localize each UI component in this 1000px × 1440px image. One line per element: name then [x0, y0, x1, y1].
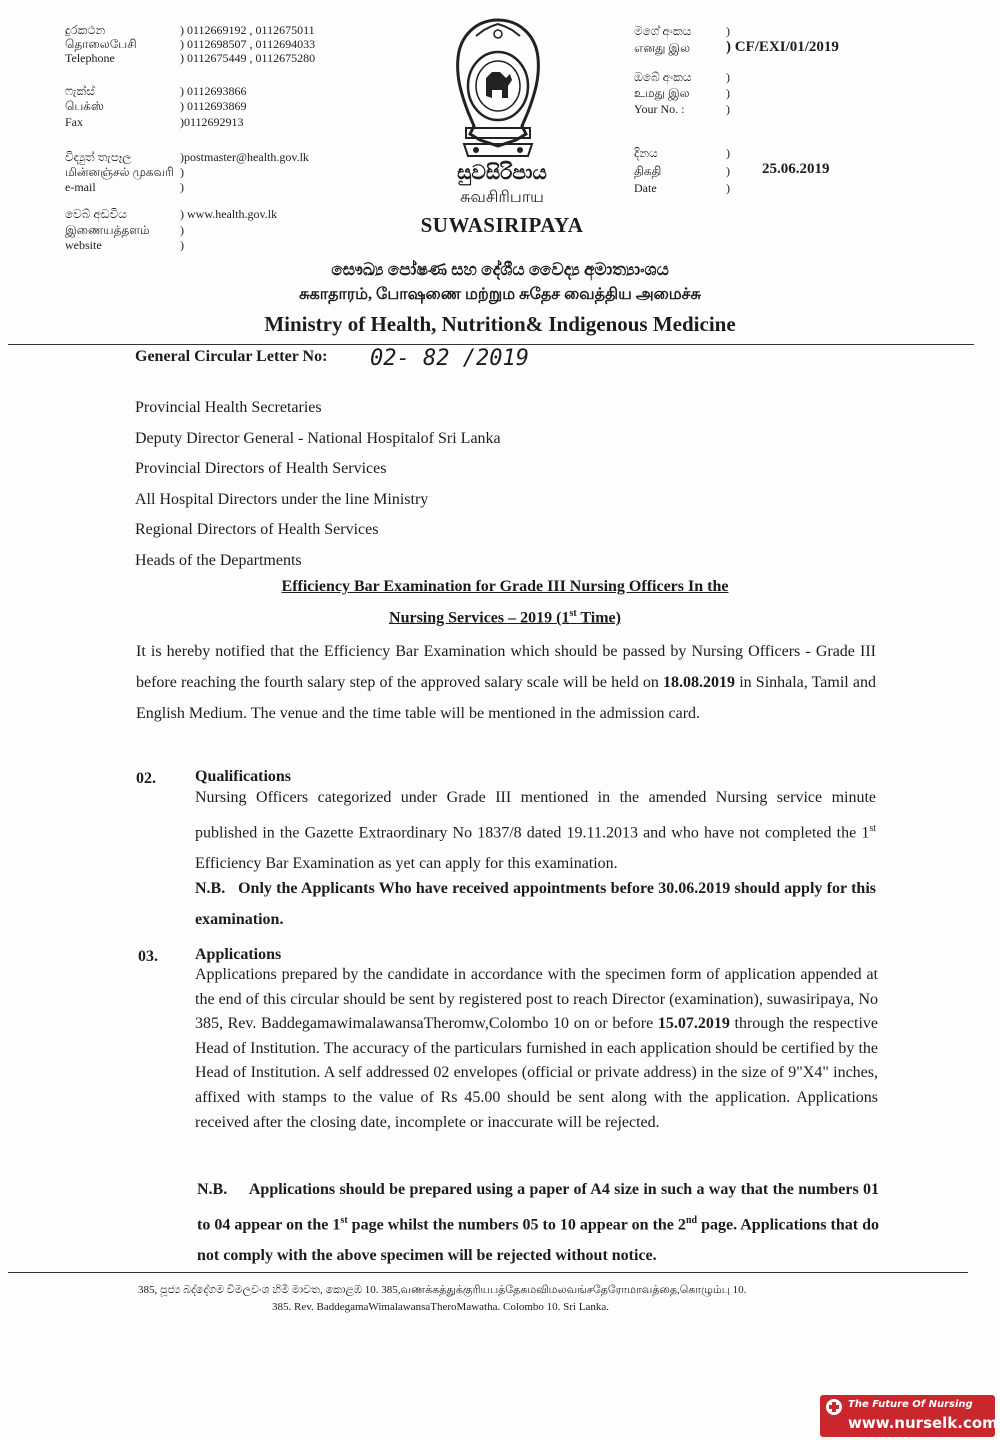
contact-value: ) 0112693866: [180, 84, 247, 98]
contact-label: மின்னஞ்சல் முகவரி: [65, 165, 174, 179]
date-label: Date: [634, 181, 657, 195]
superscript: st: [869, 823, 876, 834]
nb-label: N.B.: [195, 880, 226, 897]
deadline-date: 15.07.2019: [657, 1015, 730, 1033]
your-no-label: ඔබේ අංකය: [634, 70, 692, 84]
section-03-text: through the respective Head of Institution. The accuracy of the particulars furnished in each application should be certified by the Head of Institution. A self addressed 02 envelopes (official or private address) in the size of 9"X4" inches, affixed with stamps to the value of Rs 45.00 should be sent along with the application. Applications received after the closing date, incomplete or inaccurate will be rejected.: [195, 1015, 879, 1131]
contact-label: website: [65, 238, 102, 252]
contact-label: දුරකථන: [65, 23, 106, 37]
footer-address-local: 385, පූජ්‍ය බද්දේගම විමලවංශ හිමි මාවත, කොළඹ 10. 385,வணக்கத்துக்குரியபத்தேகமவிமலவங்சதேரோமாவத்தை,கொழும்பு 10.: [138, 1284, 747, 1296]
subject-superscript: st: [569, 608, 577, 619]
footer-divider: [8, 1272, 968, 1273]
section-02-number: 02.: [136, 770, 156, 787]
contact-value: ): [180, 180, 184, 194]
section-03-heading: Applications: [195, 946, 282, 963]
contact-label: Telephone: [65, 51, 115, 65]
contact-label: ෆැක්ස්: [65, 84, 95, 98]
contact-value: )0112692913: [180, 115, 244, 129]
superscript: nd: [685, 1215, 698, 1226]
watermark-badge: [820, 1395, 998, 1437]
subject-line-1: Efficiency Bar Examination for Grade III Nursing Officers In the: [281, 578, 729, 595]
bracket: ): [726, 146, 730, 160]
intro-text: It is hereby notified that the Efficiency Bar Examination which should be passed by Nursing Officers - Grade III before reaching the fourth salary step of the approved salary scale will be held on: [136, 643, 876, 691]
recipient-item: Provincial Health Secretaries: [135, 399, 322, 416]
contact-value: ): [180, 238, 184, 252]
section-03-number: 03.: [138, 948, 158, 965]
section-03-note: [197, 1174, 879, 1271]
section-02-text: Efficiency Bar Examination as yet can apply for this examination.: [195, 855, 618, 873]
nb-text: page. Applications that do not comply with the above specimen will be rejected without notice.: [197, 1216, 879, 1265]
intro-paragraph: [136, 636, 876, 729]
circular-number: 02- 82 /2019: [370, 346, 529, 371]
contact-label: இணையத்தளம்: [65, 223, 150, 237]
seal-sinhala-name: සුවසිරිපාය: [457, 162, 547, 184]
contact-value: ): [180, 165, 184, 179]
intro-text: in Sinhala, Tamil and English Medium. The venue and the time table will be mentioned in the admission card.: [136, 674, 876, 722]
bracket: ): [726, 164, 730, 178]
seal-english-name: SUWASIRIPAYA: [420, 213, 584, 237]
watermark-url: www.nurselk.com: [848, 1414, 998, 1432]
section-03-text: Applications prepared by the candidate in accordance with the specimen form of application appended at the end of this circular should be sent by registered post to reach Director (examination), suwasiripaya, No 385, Rev. BaddegamawimalawansaTheromw,Colombo 10 on or before: [195, 966, 878, 1033]
my-no-label: எனது இல: [634, 41, 691, 55]
watermark-tagline: The Future Of Nursing: [848, 1399, 973, 1410]
ministry-tamil: சுகாதாரம், போஷணை மற்றும சுதேச வைத்திய அமைச்சு: [299, 286, 701, 303]
reference-number: CF/EXI/01/2019: [734, 39, 839, 55]
ministry-english: Ministry of Health, Nutrition& Indigenous Medicine: [264, 312, 736, 336]
contact-label: தொலைபேசி: [65, 37, 137, 51]
contact-label: විද්‍යුත් තැපෑල: [65, 150, 132, 164]
section-02-note: [195, 873, 876, 935]
section-02-text: Nursing Officers categorized under Grade III mentioned in the amended Nursing service minute published in the Gazette Extraordinary No 1837/8 dated 19.11.2013 and who have not completed the 1: [195, 789, 876, 842]
section-02-paragraph: [195, 782, 876, 879]
contact-label: වෙබ් අඩවිය: [65, 207, 127, 221]
circular-label: General Circular Letter No:: [135, 348, 328, 365]
section-02-heading: Qualifications: [195, 768, 292, 785]
nb-text: page whilst the numbers 05 to 10 appear on the 2: [347, 1216, 686, 1234]
cross-logo-icon: [826, 1399, 842, 1415]
subject-text: Time): [576, 609, 621, 627]
date-value: 25.06.2019: [762, 161, 830, 177]
my-no-label: මගේ අංකය: [634, 24, 692, 38]
bracket: ): [726, 70, 730, 84]
contact-value: ): [180, 223, 184, 237]
superscript: st: [340, 1215, 348, 1226]
ministry-sinhala: සෞඛ්‍ය පෝෂණ සහ දේශීය වෛද්‍ය අමාත්‍යාංශය: [331, 260, 669, 279]
date-label: දිනය: [634, 146, 658, 160]
recipient-item: Regional Directors of Health Services: [135, 521, 379, 538]
bracket: ): [726, 181, 730, 195]
exam-date: 18.08.2019: [663, 674, 736, 691]
nb-text: Only the Applicants Who have received appointments before 30.06.2019 should apply for this examination.: [195, 880, 877, 928]
recipient-item: Deputy Director General - National Hospitalof Sri Lanka: [135, 429, 501, 447]
seal-tamil-name: சுவசிரிபாய: [460, 189, 544, 206]
contact-label: பெக்ஸ்: [65, 99, 104, 113]
recipient-item: Provincial Directors of Health Services: [135, 460, 387, 477]
bracket: ): [726, 102, 730, 116]
my-no-value: ) CF/EXI/01/2019: [726, 39, 839, 55]
contact-value: ) 0112675449 , 0112675280: [180, 51, 316, 65]
nb-text: Applications should be prepared using a paper of A4 size in such a way that the numbers 01 to 04 appear on the 1: [197, 1181, 879, 1234]
nb-label: N.B.: [197, 1181, 228, 1198]
bracket: ): [726, 24, 730, 38]
recipient-item: Heads of the Departments: [135, 551, 302, 569]
contact-value: ) 0112693869: [180, 99, 247, 113]
contact-label: e-mail: [65, 180, 96, 194]
contact-value: ) 0112698507 , 0112694033: [180, 37, 316, 51]
date-label: திகதி: [634, 164, 662, 178]
contact-value: ) www.health.gov.lk: [180, 207, 278, 221]
contact-value: ) 0112669192 , 0112675011: [180, 23, 315, 37]
recipient-item: All Hospital Directors under the line Ministry: [135, 490, 429, 508]
contact-value: )postmaster@health.gov.lk: [180, 150, 309, 164]
header-divider: [8, 344, 974, 345]
recipient-list: [135, 393, 501, 576]
subject-text: Nursing Services – 2019 (1: [389, 609, 570, 627]
subject-line-2: [0, 608, 1000, 627]
your-no-label: Your No. :: [634, 102, 685, 116]
bracket: ): [726, 86, 730, 100]
section-03-paragraph: [195, 963, 878, 1135]
your-no-label: உமது இல: [634, 86, 690, 100]
national-emblem-seal: [446, 16, 551, 166]
contact-label: Fax: [65, 115, 83, 129]
footer-address-english: 385. Rev. BaddegamaWimalawansaTheroMawatha. Colombo 10. Sri Lanka.: [272, 1301, 610, 1313]
